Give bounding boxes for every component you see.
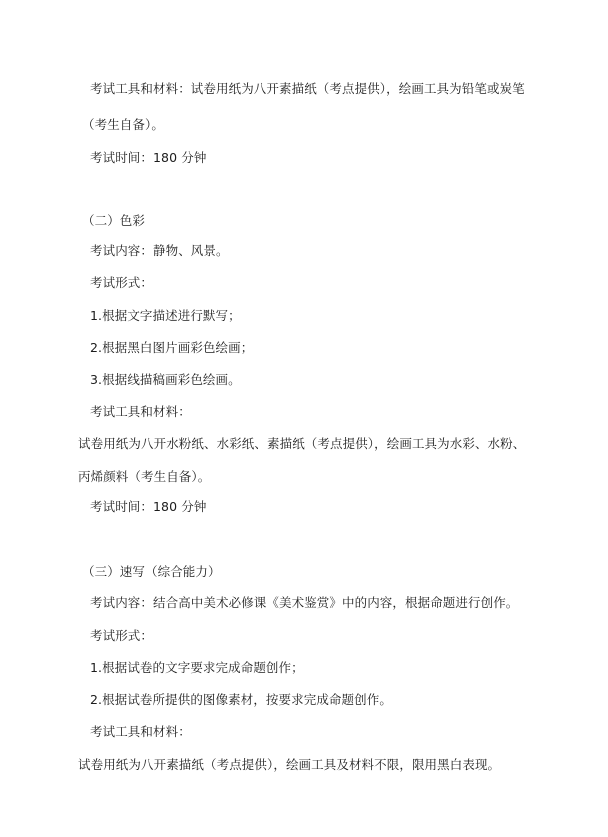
section-heading-sketching: （三）速写（综合能力）: [82, 564, 221, 579]
exam-tools-materials-sketch: 考试工具和材料：试卷用纸为八开素描纸（考点提供），绘画工具为铅笔或炭笔: [90, 81, 525, 96]
exam-time-sketch: 考试时间：180 分钟: [90, 150, 207, 165]
section-heading-color: （二）色彩: [82, 213, 146, 228]
exam-content-sketching: 考试内容：结合高中美术必修课《美术鉴赏》中的内容，根据命题进行创作。: [90, 595, 519, 610]
exam-format-sketching: 考试形式：: [90, 628, 154, 643]
format-item-2-color: 2.根据黑白图片画彩色绘画；: [90, 340, 254, 355]
exam-time-color: 考试时间：180 分钟: [90, 499, 207, 514]
paper-and-tools-color: 试卷用纸为八开水粉纸、水彩纸、素描纸（考点提供），绘画工具为水彩、水粉、: [78, 436, 526, 451]
exam-content-color: 考试内容：静物、风景。: [90, 243, 229, 258]
format-item-2-sketching: 2.根据试卷所提供的图像素材，按要求完成命题创作。: [90, 692, 392, 707]
exam-format-color: 考试形式：: [90, 275, 154, 290]
exam-tools-materials-sketching: 考试工具和材料：: [90, 724, 191, 739]
format-item-1-color: 1.根据文字描述进行默写；: [90, 308, 241, 323]
exam-tools-materials-sketch-cont: （考生自备）。: [82, 117, 164, 132]
paper-and-tools-color-cont: 丙烯颜料（考生自备）。: [78, 469, 211, 484]
format-item-1-sketching: 1.根据试卷的文字要求完成命题创作；: [90, 660, 304, 675]
paper-and-tools-sketching: 试卷用纸为八开素描纸（考点提供），绘画工具及材料不限，限用黑白表现。: [78, 757, 501, 772]
format-item-3-color: 3.根据线描稿画彩色绘画。: [90, 372, 241, 387]
exam-tools-materials-color: 考试工具和材料：: [90, 404, 191, 419]
